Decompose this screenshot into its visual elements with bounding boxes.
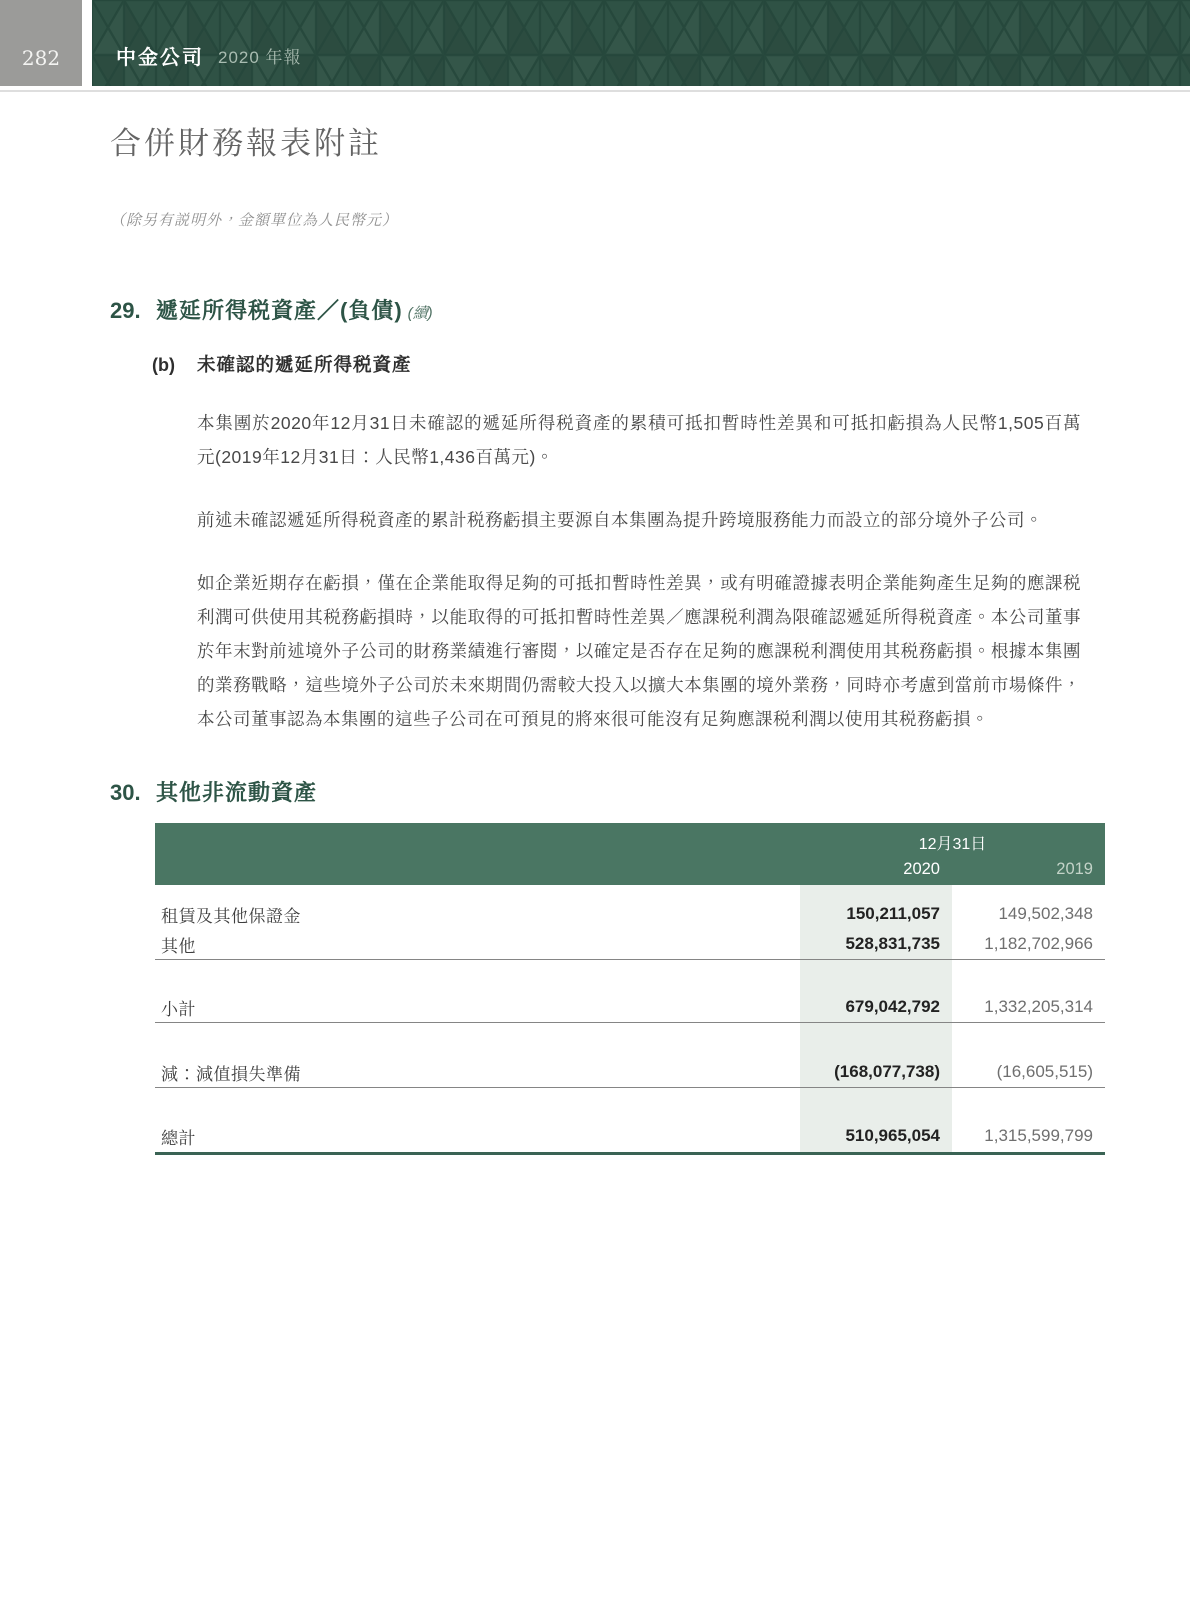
table-bottom-rule: [155, 1152, 1105, 1155]
section-30-other-noncurrent-assets: [110, 776, 1093, 1155]
row-label: 減：減值損失準備: [161, 1064, 301, 1084]
row-value-2020: 150,211,057: [800, 899, 952, 929]
table-spacer-row: [155, 885, 1105, 899]
section-29-continued-mark: (續): [407, 305, 433, 322]
subsection-b-label: (b): [152, 355, 175, 375]
table-header-date: 12月31日: [918, 836, 987, 853]
table-header-year-row: [155, 857, 1105, 882]
table-header-date-row: [155, 832, 1105, 857]
section-30-title: 其他非流動資產: [156, 780, 318, 805]
row-value-2019: 1,315,599,799: [984, 1126, 1093, 1145]
paragraph-tax-losses-source: 前述未確認遞延所得税資產的累計税務虧損主要源自本集團為提升跨境服務能力而設立的部分境外子公司。: [197, 510, 1043, 530]
row-label: 小計: [161, 999, 196, 1019]
subsection-b-title: 未確認的遞延所得税資產: [197, 354, 412, 375]
table-row-impairment: [155, 1057, 1105, 1088]
row-value-2020: 510,965,054: [800, 1120, 952, 1152]
header-divider: [0, 90, 1190, 92]
row-value-2019: 1,332,205,314: [984, 997, 1093, 1016]
section-30-number: 30.: [110, 780, 141, 805]
table-spacer-row: [155, 1088, 1105, 1120]
header-banner: [92, 0, 1190, 86]
row-value-2020: (168,077,738): [800, 1057, 952, 1087]
row-value-2019: 1,182,702,966: [984, 934, 1093, 953]
subsection-b-heading: [152, 351, 1080, 377]
table-spacer-row: [155, 960, 1105, 992]
row-value-2019: (16,605,515): [996, 1062, 1093, 1081]
table-row: [155, 929, 1105, 960]
company-name: 中金公司: [116, 46, 204, 69]
currency-note: （除另有説明外，金額單位為人民幣元）: [110, 212, 399, 229]
paragraph-directors-assessment: 如企業近期存在虧損，僅在企業能取得足夠的可抵扣暫時性差異，或有明確證據表明企業能夠產生足夠的應課税利潤可供使用其税務虧損時，以能取得的可抵扣暫時性差異／應課税利潤為限確認遞延所得税資產。本公司董事於年末對前述境外子公司的財務業績進行審閱，以確定是否存在足夠的應課税利潤使用其税務虧損。根據本集團的業務戰略，這些境外子公司於未來期間仍需較大投入以擴大本集團的境外業務，同時亦考慮到當前市場條件，本公司董事認為本集團的這些子公司在可預見的將來很可能沒有足夠應課税利潤以使用其税務虧損。: [197, 573, 1081, 729]
paragraph-unrecognised-amounts: 本集團於2020年12月31日未確認的遞延所得税資產的累積可抵扣暫時性差異和可抵扣虧損為人民幣1,505百萬元(2019年12月31日：人民幣1,436百萬元)。: [197, 413, 1081, 467]
banner-brand-line: [116, 0, 302, 86]
row-value-2019: 149,502,348: [998, 904, 1093, 923]
row-value-2020: 679,042,792: [800, 992, 952, 1022]
table-row: [155, 899, 1105, 929]
section-29-deferred-tax: [110, 294, 1080, 736]
row-label: 其他: [161, 936, 196, 956]
row-label: 總計: [161, 1128, 196, 1148]
table-spacer-row: [155, 1023, 1105, 1057]
section-29-number: 29.: [110, 298, 141, 323]
column-header-2019: 2019: [1056, 860, 1093, 878]
table-row-total: [155, 1120, 1105, 1152]
row-value-2020: 528,831,735: [800, 929, 952, 959]
row-label: 租賃及其他保證金: [161, 906, 301, 926]
table-row-subtotal: [155, 992, 1105, 1023]
report-edition: 2020 年報: [218, 47, 302, 67]
page-header: [0, 0, 1190, 86]
page-number: 282: [0, 0, 82, 86]
other-noncurrent-assets-table: [155, 823, 1105, 1155]
section-29-heading: [110, 294, 1080, 325]
table-header: [155, 823, 1105, 885]
page-title: 合併財務報表附註: [110, 126, 382, 162]
column-header-2020: 2020: [903, 860, 940, 878]
section-29-title: 遞延所得税資產／(負債): [156, 298, 403, 323]
page-content: [0, 118, 1190, 1155]
section-30-heading: [110, 776, 1080, 807]
